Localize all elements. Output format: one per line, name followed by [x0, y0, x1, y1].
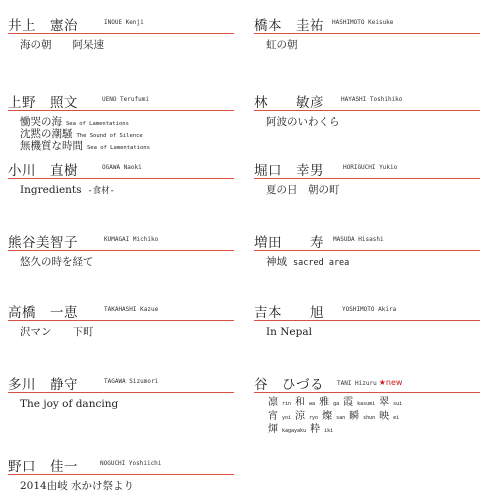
artist-romaji-text: TAKAHASHI Kazue [104, 306, 159, 313]
kanji-row [268, 424, 406, 438]
works-list [20, 256, 94, 268]
artist-romaji [104, 378, 158, 385]
artist-name: 橋本 圭祐 [254, 18, 324, 34]
kanji-reading: yoi [282, 414, 292, 421]
work-title: 虹の朝 [266, 39, 298, 51]
artist-romaji-text: NOGUCHI Yoshiichi [100, 460, 162, 467]
kanji-row [268, 411, 406, 425]
artist-romaji-text: MASUDA Hisashi [333, 236, 384, 243]
name-row [254, 301, 480, 319]
works-list [20, 39, 104, 51]
artist-romaji [333, 236, 384, 243]
name-row [254, 91, 480, 109]
artist-romaji [332, 19, 393, 26]
work-title: 2014由岐 水かけ祭より [20, 480, 135, 492]
work-title-en: Sea of Lamentations [87, 145, 150, 151]
artist-romaji [102, 164, 142, 171]
work-title: 夏の日 朝の町 [266, 184, 340, 196]
name-row [8, 159, 234, 177]
artist-name: 野口 佳一 [8, 459, 78, 475]
work-title [20, 140, 150, 152]
name-row [8, 91, 234, 109]
name-row [8, 373, 234, 391]
works-list [266, 116, 340, 128]
kanji-char: 煇 [268, 424, 278, 435]
artist-name: 熊谷美智子 [8, 235, 78, 251]
artist-name: 小川 直樹 [8, 163, 78, 179]
artist-romaji [337, 378, 402, 387]
works-list [20, 398, 118, 410]
kanji-char: 粋 [310, 424, 321, 435]
artist-entry [8, 301, 234, 338]
works-list [266, 326, 312, 338]
work-title: 沢マン 下町 [20, 326, 94, 338]
divider-rule [254, 392, 480, 393]
name-row [254, 373, 480, 391]
artist-romaji [102, 96, 149, 103]
artist-name: 林 敏彦 [254, 95, 324, 111]
kanji-reading: ei [393, 414, 400, 421]
divider-rule [254, 250, 480, 251]
work-title-jp: 慟哭の海 [20, 116, 62, 128]
name-row [8, 455, 234, 473]
artist-romaji-text: TAGAWA Sizumori [104, 378, 159, 385]
works-list [20, 116, 150, 152]
divider-rule [254, 178, 480, 179]
artist-romaji-text: HASHIMOTO Keisuke [332, 19, 394, 26]
artist-romaji-text: HORIGUCHI Yukio [343, 164, 398, 171]
work-title-en: Sea of Lamentations [66, 121, 129, 127]
work-title-jp: Ingredients [20, 184, 82, 196]
artist-romaji-text: TANI Hizuru [337, 380, 377, 387]
artist-romaji-text: YOSHIMOTO Akira [342, 306, 397, 313]
kanji-char: 涼 [295, 410, 306, 422]
works-list [266, 184, 340, 196]
artist-romaji-text: INOUE Kenji [104, 19, 144, 26]
artist-romaji [104, 236, 158, 243]
work-title: 悠久の時を経て [20, 256, 94, 268]
artist-name: 堀口 幸男 [254, 163, 324, 179]
artist-entry [254, 91, 480, 128]
artist-romaji [100, 460, 161, 467]
divider-rule [254, 320, 480, 321]
divider-rule [8, 33, 234, 34]
artist-name: 増田 寿 [254, 235, 324, 251]
artist-romaji [343, 164, 397, 171]
divider-rule [8, 250, 234, 251]
artist-entry [8, 159, 234, 196]
work-title [266, 256, 349, 268]
divider-rule [8, 474, 234, 475]
works-list [266, 256, 349, 268]
work-title: In Nepal [266, 326, 312, 338]
name-row [8, 301, 234, 319]
kanji-reading: san [336, 414, 346, 421]
kanji-char: 瞬 [349, 410, 360, 422]
work-title: 阿波のいわくら [266, 116, 340, 128]
kanji-char: 雅 [319, 397, 330, 408]
artist-romaji [342, 306, 396, 313]
artist-name: 吉本 旭 [254, 305, 324, 321]
artist-entry [254, 301, 480, 338]
kanji-char: 宵 [268, 410, 278, 422]
kanji-char: 映 [379, 410, 390, 422]
divider-rule [8, 178, 234, 179]
artist-name: 多川 静守 [8, 377, 78, 393]
divider-rule [8, 110, 234, 111]
kanji-reading: wa [309, 401, 316, 407]
work-title [20, 184, 115, 196]
artist-romaji [104, 19, 144, 26]
kanji-row [268, 397, 406, 411]
work-title [20, 128, 150, 140]
kanji-reading: kagayaku [282, 428, 307, 434]
artist-entry [8, 14, 234, 51]
artist-name: 上野 照文 [8, 95, 78, 111]
kanji-char: 燦 [322, 410, 333, 422]
artist-entry [8, 231, 234, 268]
artist-romaji [104, 306, 158, 313]
works-list [20, 326, 94, 338]
artist-romaji-text: KUMAGAI Michiko [104, 236, 159, 243]
artist-entry [8, 91, 234, 152]
name-row [254, 159, 480, 177]
kanji-char: 翠 [379, 397, 390, 408]
work-title-jp: 無機質な時間 [20, 140, 83, 152]
artist-romaji-text: OGAWA Naoki [102, 164, 142, 171]
work-title-en: sacred area [293, 258, 350, 268]
divider-rule [254, 110, 480, 111]
kanji-reading: sui [393, 401, 403, 407]
work-title [20, 116, 150, 128]
artist-romaji-text: HAYASHI Toshihiko [341, 96, 403, 103]
kanji-reading: kasumi [357, 401, 376, 407]
work-title-jp: 沈黙の潮騒 [20, 128, 73, 140]
divider-rule [254, 33, 480, 34]
artist-name: 井上 憲治 [8, 18, 78, 34]
works-list [266, 39, 298, 51]
artist-entry [254, 373, 480, 435]
kanji-char: 霞 [343, 397, 354, 408]
work-title: 海の朝 阿呆速 [20, 39, 104, 51]
new-badge: ★new [378, 378, 403, 387]
artist-entry [8, 455, 234, 492]
artist-entry [254, 231, 480, 268]
kanji-char: 凛 [268, 397, 278, 408]
kanji-reading: ga [333, 401, 340, 407]
kanji-reading: shun [363, 414, 376, 421]
name-row [8, 14, 234, 32]
artist-entry [8, 373, 234, 410]
artist-entry [254, 159, 480, 196]
artist-entry [254, 14, 480, 51]
artist-romaji-text: UENO Terufumi [102, 96, 149, 103]
artist-name: 高橋 一恵 [8, 305, 78, 321]
divider-rule [8, 320, 234, 321]
kanji-reading: rin [282, 401, 292, 407]
work-kanji-grid [268, 397, 406, 438]
name-row [254, 14, 480, 32]
work-title-en: -食材- [87, 186, 115, 196]
work-title-en: The Sound of Silence [76, 133, 143, 139]
artist-name: 谷 ひづる [254, 377, 324, 393]
kanji-char: 和 [295, 397, 306, 408]
kanji-reading: iki [324, 428, 334, 434]
work-title-jp: 神域 [266, 256, 287, 268]
divider-rule [8, 392, 234, 393]
works-list [20, 184, 115, 196]
works-list [20, 480, 134, 492]
name-row [8, 231, 234, 249]
artist-romaji [341, 96, 402, 103]
kanji-reading: ryo [309, 414, 319, 421]
name-row [254, 231, 480, 249]
work-title: The joy of dancing [20, 398, 119, 410]
